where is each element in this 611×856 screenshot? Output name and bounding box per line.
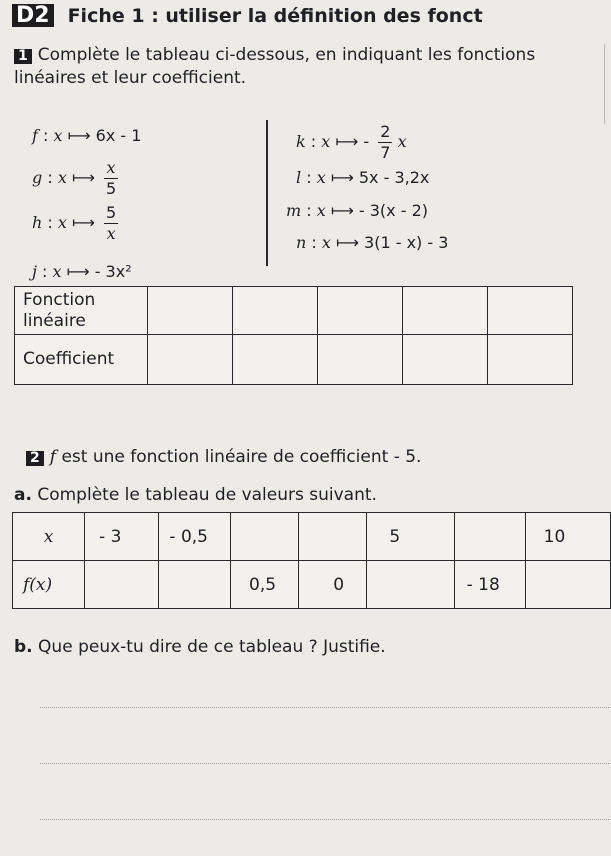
function-h: h : x ⟼ $\frac{5}{x}$ — [32, 203, 117, 243]
value-cell[interactable] — [299, 513, 367, 561]
exercise-1-number: 1 — [14, 49, 32, 64]
sheet-badge: D2 — [12, 4, 54, 27]
value-cell: 5 — [367, 513, 454, 561]
answer-line[interactable] — [40, 819, 611, 820]
maps-to-arrow-icon: ⟼ — [67, 126, 91, 145]
answer-cell[interactable] — [318, 335, 403, 385]
row-header-coefficient: Coefficient — [15, 335, 148, 385]
linear-function-table — [14, 286, 573, 385]
table-row — [15, 335, 573, 385]
maps-to-arrow-icon: ⟼ — [71, 168, 95, 187]
answer-cell[interactable] — [148, 335, 233, 385]
answer-cell[interactable] — [488, 335, 573, 385]
answer-cell[interactable] — [403, 335, 488, 385]
fraction: $\frac{2}{7}$ — [380, 122, 391, 162]
value-cell: - 18 — [454, 561, 525, 609]
value-cell: 0,5 — [231, 561, 299, 609]
value-cell[interactable] — [231, 513, 299, 561]
exercise-2-statement: 2 f est une fonction linéaire de coefficient - 5. — [26, 447, 421, 467]
exercise-1-text: Complète le tableau ci-dessous, en indiquant les fonctions linéaires et leur coefficient. — [14, 45, 536, 88]
function-l: l : x ⟼ 5x - 3,2x — [296, 168, 430, 187]
maps-to-arrow-icon: ⟼ — [72, 213, 95, 232]
answer-cell[interactable] — [488, 287, 573, 335]
table-row — [15, 287, 573, 335]
answer-line[interactable] — [40, 707, 611, 708]
answer-cell[interactable] — [403, 287, 488, 335]
function-m: m : x ⟼ - 3(x - 2) — [286, 201, 429, 220]
maps-to-arrow-icon: ⟼ — [330, 201, 354, 220]
value-cell: 10 — [525, 513, 610, 561]
fraction: $\frac{x}{5}$ — [105, 158, 117, 198]
answer-cell[interactable] — [233, 335, 318, 385]
page-header — [12, 4, 483, 27]
maps-to-arrow-icon: ⟼ — [336, 233, 359, 252]
question-b: b. Que peux-tu dire de ce tableau ? Justifie. — [14, 637, 386, 657]
page-edge-line — [604, 44, 605, 124]
maps-to-arrow-icon: ⟼ — [335, 132, 359, 151]
maps-to-arrow-icon: ⟼ — [66, 262, 90, 281]
value-cell[interactable] — [367, 561, 454, 609]
row-header-x: x — [13, 513, 85, 561]
table-row — [13, 561, 611, 609]
row-header-fx: f(x) — [13, 561, 85, 609]
function-k: k : x ⟼ - $\frac{2}{7}$ x — [296, 122, 407, 162]
function-j: j : x ⟼ - 3x² — [32, 262, 132, 281]
value-cell[interactable] — [525, 561, 610, 609]
value-cell[interactable] — [454, 513, 525, 561]
values-table — [12, 512, 611, 609]
table-row — [13, 513, 611, 561]
value-cell: 0 — [299, 561, 367, 609]
maps-to-arrow-icon: ⟼ — [330, 168, 354, 187]
exercise-1-instruction — [14, 44, 584, 90]
answer-cell[interactable] — [318, 287, 403, 335]
answer-cell[interactable] — [233, 287, 318, 335]
column-divider — [266, 120, 268, 266]
value-cell: - 3 — [85, 513, 159, 561]
answer-line[interactable] — [40, 763, 611, 764]
page-title: Fiche 1 : utiliser la définition des fonct — [67, 5, 483, 27]
value-cell: - 0,5 — [159, 513, 231, 561]
value-cell[interactable] — [85, 561, 159, 609]
function-f: f : x ⟼ 6x - 1 — [32, 126, 142, 145]
function-n: n : x ⟼ 3(1 - x) - 3 — [296, 233, 449, 252]
function-g: g : x ⟼ $\frac{x}{5}$ — [32, 158, 117, 198]
fraction: $\frac{5}{x}$ — [106, 203, 117, 243]
row-header-function: Fonction linéaire — [15, 287, 148, 335]
value-cell[interactable] — [159, 561, 231, 609]
question-a: a. Complète le tableau de valeurs suivant. — [14, 485, 377, 505]
answer-cell[interactable] — [148, 287, 233, 335]
exercise-2-number: 2 — [26, 451, 44, 466]
